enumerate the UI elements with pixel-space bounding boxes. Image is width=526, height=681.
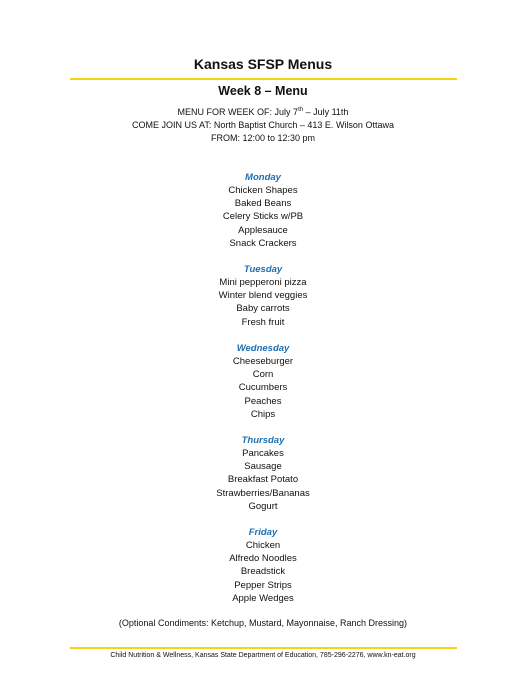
menu-item: Cucumbers (238, 382, 288, 394)
menu-item: Winter blend veggies (218, 290, 308, 302)
menu-item: Celery Sticks w/PB (222, 211, 304, 223)
footer-divider (70, 647, 457, 649)
menu-item: Peaches (244, 395, 282, 407)
menu-item: Pancakes (242, 448, 284, 459)
day-section-tuesday (0, 263, 526, 329)
week-label: MENU FOR WEEK OF: July 7 (177, 107, 299, 117)
day-name-thursday: Thursday (241, 435, 285, 446)
menu-item: Chicken Shapes (228, 185, 298, 196)
menu-item: Alfredo Noodles (229, 553, 297, 565)
page-title: Kansas SFSP Menus (193, 56, 333, 72)
time-line: FROM: 12:00 to 12:30 pm (210, 133, 316, 143)
menu-item: Corn (252, 369, 274, 381)
menu-item: Mini pepperoni pizza (219, 277, 307, 288)
menu-item: Breakfast Potato (227, 474, 299, 486)
menu-item: Baked Beans (234, 198, 292, 210)
menu-info (0, 106, 526, 145)
week-subtitle: Week 8 – Menu (218, 84, 308, 98)
menu-item: Chicken (245, 540, 281, 551)
menu-item: Strawberries/Bananas (216, 487, 310, 499)
menu-item: Gogurt (248, 500, 278, 512)
footer-text: Child Nutrition & Wellness, Kansas State Department of Education, 785-296-2276, www.kn-eat.org (110, 652, 416, 659)
day-section-thursday (0, 434, 526, 513)
menu-item: Sausage (244, 461, 282, 473)
week-start-suffix: th (298, 107, 304, 113)
menu-item: Chips (250, 408, 276, 420)
location-line: COME JOIN US AT: North Baptist Church – 413 E. Wilson Ottawa (132, 120, 394, 130)
day-name-friday: Friday (248, 527, 278, 538)
menu-item: Fresh fruit (241, 316, 285, 328)
menu-item: Pepper Strips (234, 579, 292, 591)
menu-item: Snack Crackers (229, 237, 297, 249)
day-section-friday (0, 526, 526, 605)
menu-item: Cheeseburger (232, 356, 294, 367)
day-section-wednesday (0, 342, 526, 421)
menu-item: Breadstick (240, 566, 286, 578)
menu-item: Baby carrots (236, 303, 290, 315)
menu-item: Apple Wedges (232, 592, 294, 604)
day-name-tuesday: Tuesday (243, 264, 283, 275)
day-section-monday (0, 171, 526, 250)
week-line (0, 106, 526, 119)
day-name-wednesday: Wednesday (236, 343, 290, 354)
week-end: – July 11th (303, 107, 349, 117)
optional-condiments-note: (Optional Condiments: Ketchup, Mustard, Mayonnaise, Ranch Dressing) (118, 618, 408, 628)
menu-item: Applesauce (238, 224, 288, 236)
day-name-monday: Monday (245, 172, 281, 183)
header-divider (70, 78, 457, 80)
